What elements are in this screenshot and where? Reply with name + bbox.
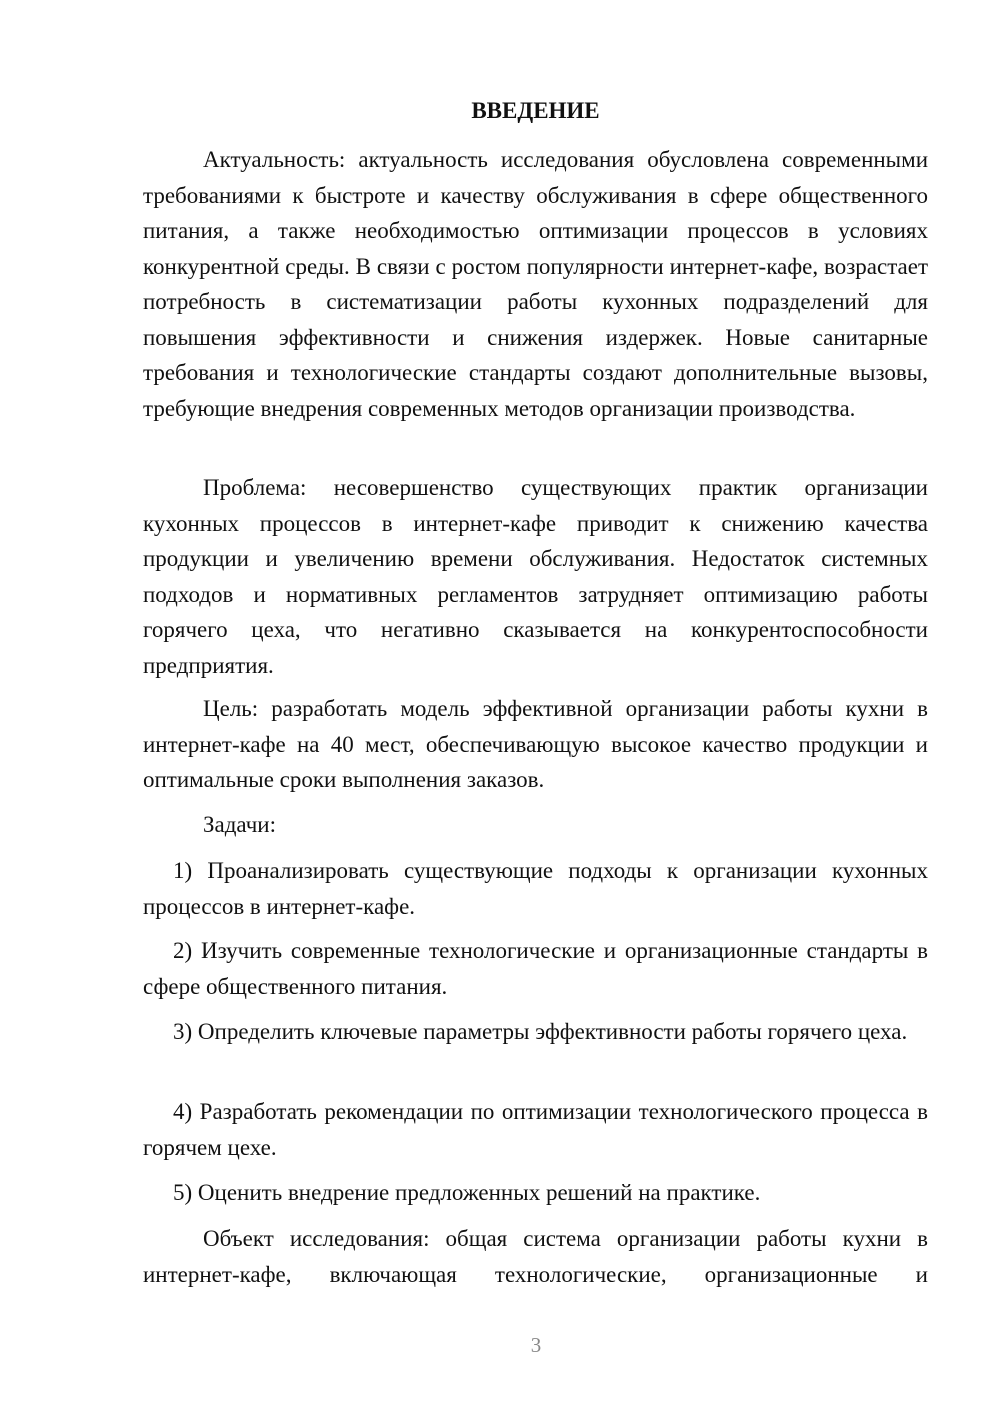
paragraph-problem: Проблема: несовершенство существующих практик организации кухонных процессов в интернет-кафе приводит к снижению качества продукции и увеличению времени обслуживания. Недостаток системных подходов и нормативных регламентов затрудняет оптимизацию работы горячего цеха, что негативно сказывается на конкурентоспособности предприятия. bbox=[143, 475, 928, 678]
paragraph-goal: Цель: разработать модель эффективной организации работы кухни в интернет-кафе на 40 мест, обеспечивающую высокое качество продукции и оптимальные сроки выполнения заказов. bbox=[143, 696, 928, 792]
section-title: ВВЕДЕНИЕ bbox=[471, 98, 600, 123]
paragraph-tasks-heading: Задачи: bbox=[203, 812, 276, 837]
paragraph-object: Объект исследования: общая система организации работы кухни в интернет-кафе, включающая технологические, организационные и bbox=[143, 1226, 928, 1287]
task-item-2: 2) Изучить современные технологические и организационные стандарты в сфере общественного питания. bbox=[143, 938, 928, 999]
task-item-1: 1) Проанализировать существующие подходы к организации кухонных процессов в интернет-кафе. bbox=[143, 858, 928, 919]
task-item-4: 4) Разработать рекомендации по оптимизации технологического процесса в горячем цехе. bbox=[143, 1099, 928, 1160]
task-item-5: 5) Оценить внедрение предложенных решений на практике. bbox=[173, 1180, 761, 1205]
paragraph-relevance: Актуальность: актуальность исследования обусловлена современными требованиями к быстроте и качеству обслуживания в сфере общественного питания, а также необходимостью оптимизации процессов в условиях конкурентной среды. В связи с ростом популярности интернет-кафе, возрастает потребность в систематизации работы кухонных подразделений для повышения эффективности и снижения издержек. Новые санитарные требования и технологические стандарты создают дополнительные вызовы, требующие внедрения современных методов организации производства. bbox=[143, 147, 928, 421]
page-number: 3 bbox=[530, 1333, 542, 1357]
task-item-3: 3) Определить ключевые параметры эффективности работы горячего цеха. bbox=[173, 1019, 908, 1044]
